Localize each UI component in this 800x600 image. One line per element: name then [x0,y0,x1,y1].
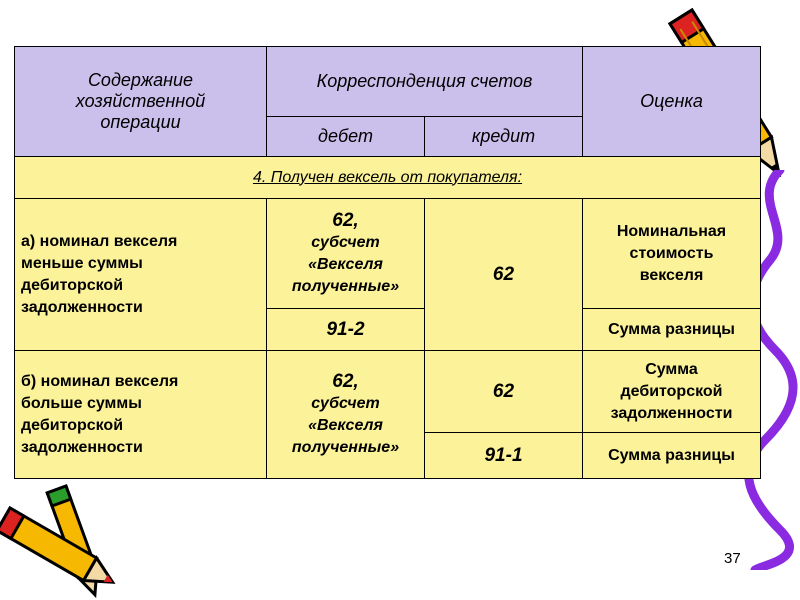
case-b-debit: 62, субсчет «Векселя полученные» [267,351,425,479]
header-operation: Содержание хозяйственной операции [15,47,267,157]
accounting-table [14,46,761,479]
header-correspondence: Корреспонденция счетов [267,47,583,117]
case-b-estimate-second: Сумма разницы [583,433,761,479]
header-credit: кредит [425,117,583,157]
case-a-debit-second: 91-2 [267,309,425,351]
case-a-credit: 62 [425,199,583,351]
header-debit: дебет [267,117,425,157]
pencils-icon [0,478,140,600]
header-estimate: Оценка [583,47,761,157]
page-number: 37 [724,550,741,567]
case-b-estimate: Сумма дебиторской задолженности [583,351,761,433]
case-a-estimate: Номинальная стоимость векселя [583,199,761,309]
case-a-debit: 62, субсчет «Векселя полученные» [267,199,425,309]
case-a-estimate-second: Сумма разницы [583,309,761,351]
case-b-credit: 62 [425,351,583,433]
section-title: 4. Получен вексель от покупателя: [15,157,761,199]
case-b-credit-second: 91-1 [425,433,583,479]
case-b-description: б) номинал векселя больше суммы дебиторской задолженности [15,351,267,479]
case-a-description: а) номинал векселя меньше суммы дебиторской задолженности [15,199,267,351]
